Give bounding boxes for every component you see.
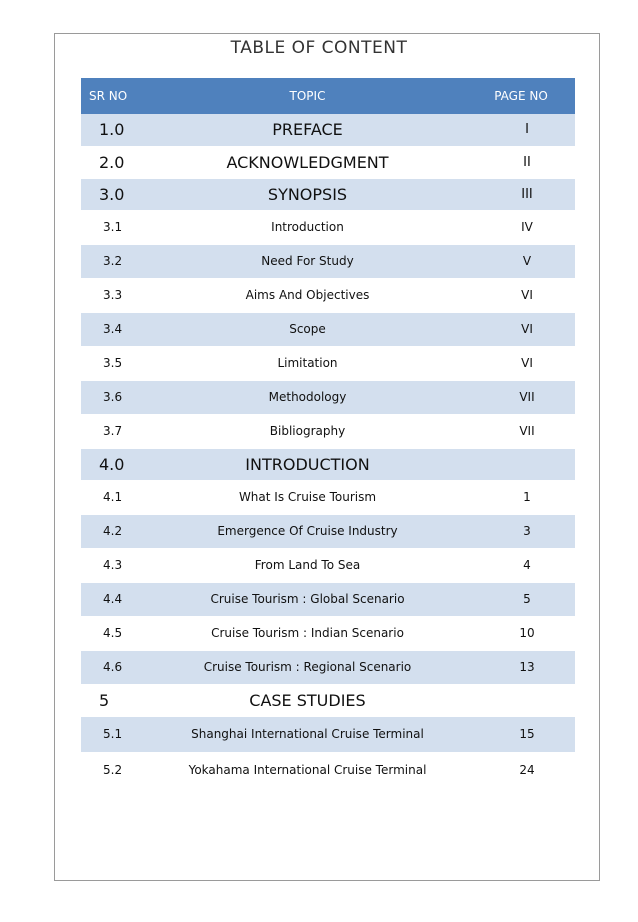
row-sr-no: 1.0 — [81, 114, 148, 146]
row-topic: ACKNOWLEDGMENT — [148, 146, 467, 178]
row-page-no: 4 — [467, 548, 575, 582]
table-row — [81, 650, 575, 684]
row-topic: INTRODUCTION — [148, 448, 467, 480]
row-sr-no: 5 — [81, 684, 148, 716]
table-row — [81, 582, 575, 616]
row-page-no: I — [467, 114, 575, 146]
row-topic: Cruise Tourism : Indian Scenario — [148, 616, 467, 650]
row-sr-no: 3.0 — [81, 178, 148, 210]
table-row — [81, 346, 575, 380]
table-row — [81, 380, 575, 414]
table-row — [81, 480, 575, 514]
table-row — [81, 244, 575, 278]
row-topic: Shanghai International Cruise Terminal — [148, 716, 467, 752]
row-sr-no: 3.1 — [81, 210, 148, 244]
row-sr-no: 5.1 — [81, 716, 148, 752]
section-row — [81, 178, 575, 210]
header-page-no: PAGE NO — [494, 89, 548, 103]
table-row — [81, 616, 575, 650]
row-sr-no: 4.5 — [81, 616, 148, 650]
table-header-row — [81, 78, 575, 114]
row-page-no: 5 — [467, 582, 575, 616]
row-page-no — [467, 684, 575, 716]
table-row — [81, 752, 575, 788]
row-topic: Limitation — [148, 346, 467, 380]
row-page-no: VI — [467, 278, 575, 312]
row-page-no: 3 — [467, 514, 575, 548]
row-page-no: VI — [467, 312, 575, 346]
table-row — [81, 716, 575, 752]
row-topic: PREFACE — [148, 114, 467, 146]
row-topic: Methodology — [148, 380, 467, 414]
row-sr-no: 4.0 — [81, 448, 148, 480]
section-row — [81, 448, 575, 480]
row-topic: SYNOPSIS — [148, 178, 467, 210]
row-sr-no: 3.5 — [81, 346, 148, 380]
section-row — [81, 684, 575, 716]
table-row — [81, 210, 575, 244]
row-page-no: V — [467, 244, 575, 278]
row-topic: CASE STUDIES — [148, 684, 467, 716]
row-sr-no: 2.0 — [81, 146, 148, 178]
row-topic: Yokahama International Cruise Terminal — [148, 752, 467, 788]
row-topic: Cruise Tourism : Global Scenario — [148, 582, 467, 616]
row-page-no: VI — [467, 346, 575, 380]
row-page-no: III — [467, 178, 575, 210]
row-topic: Bibliography — [148, 414, 467, 448]
row-sr-no: 3.2 — [81, 244, 148, 278]
row-topic: Aims And Objectives — [148, 278, 467, 312]
row-sr-no: 3.6 — [81, 380, 148, 414]
row-topic: Cruise Tourism : Regional Scenario — [148, 650, 467, 684]
header-sr-no: SR NO — [89, 89, 128, 103]
row-page-no — [467, 448, 575, 480]
row-sr-no: 4.6 — [81, 650, 148, 684]
table-row — [81, 548, 575, 582]
row-topic: From Land To Sea — [148, 548, 467, 582]
toc-table — [81, 78, 575, 789]
row-page-no: II — [467, 146, 575, 178]
header-topic: TOPIC — [289, 89, 326, 103]
row-sr-no: 4.3 — [81, 548, 148, 582]
row-sr-no: 4.1 — [81, 480, 148, 514]
row-page-no: VII — [467, 380, 575, 414]
row-sr-no: 4.2 — [81, 514, 148, 548]
row-topic: Scope — [148, 312, 467, 346]
row-sr-no: 4.4 — [81, 582, 148, 616]
row-page-no: VII — [467, 414, 575, 448]
section-row — [81, 146, 575, 178]
row-page-no: 10 — [467, 616, 575, 650]
row-page-no: IV — [467, 210, 575, 244]
row-sr-no: 3.4 — [81, 312, 148, 346]
row-topic: Need For Study — [148, 244, 467, 278]
table-row — [81, 278, 575, 312]
row-topic: Emergence Of Cruise Industry — [148, 514, 467, 548]
row-sr-no: 3.3 — [81, 278, 148, 312]
row-topic: Introduction — [148, 210, 467, 244]
row-sr-no: 3.7 — [81, 414, 148, 448]
row-page-no: 24 — [467, 752, 575, 788]
row-page-no: 13 — [467, 650, 575, 684]
section-row — [81, 114, 575, 146]
row-page-no: 15 — [467, 716, 575, 752]
page-title: TABLE OF CONTENT — [230, 38, 408, 58]
row-topic: What Is Cruise Tourism — [148, 480, 467, 514]
row-page-no: 1 — [467, 480, 575, 514]
table-row — [81, 514, 575, 548]
table-row — [81, 312, 575, 346]
row-sr-no: 5.2 — [81, 752, 148, 788]
table-row — [81, 414, 575, 448]
